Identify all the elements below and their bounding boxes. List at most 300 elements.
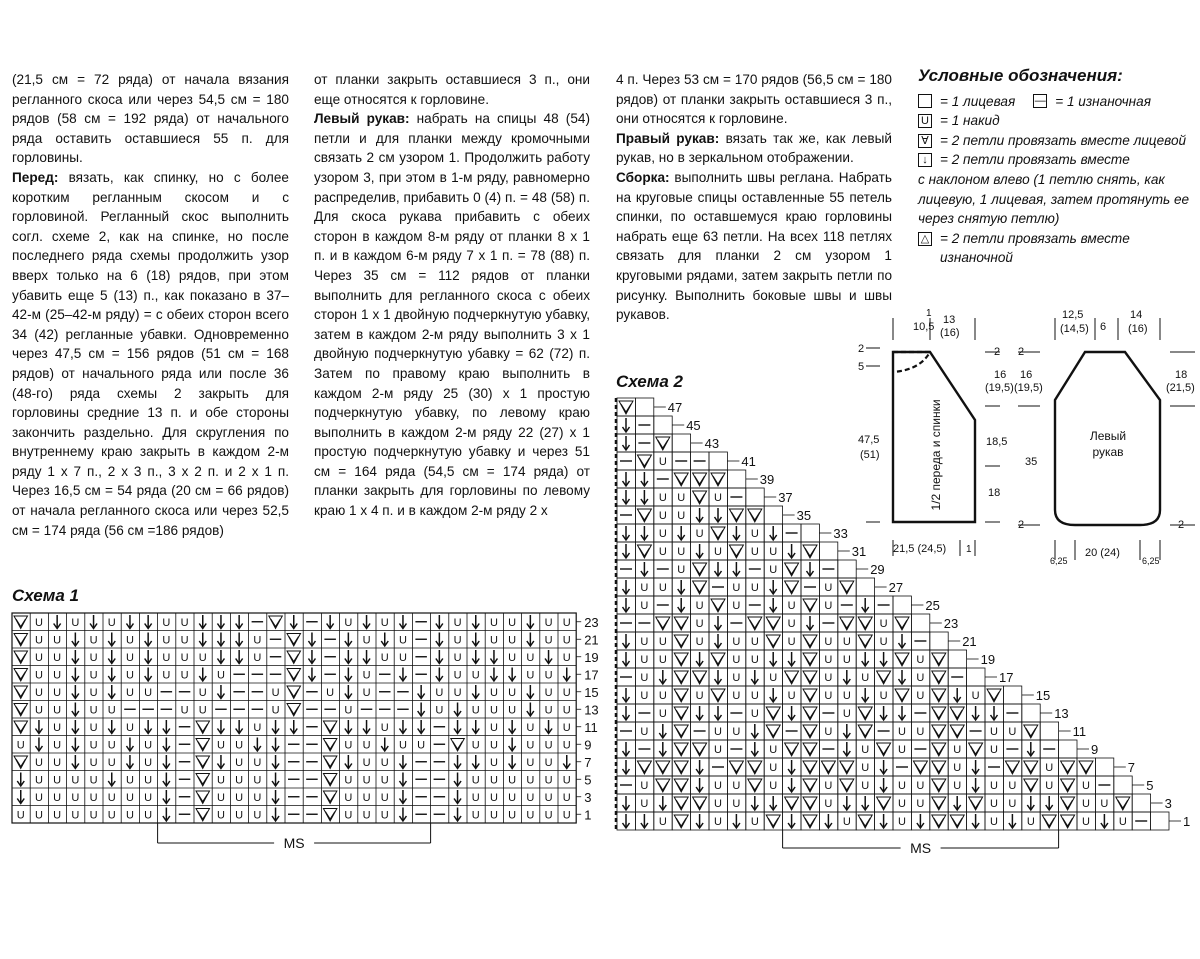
- k2tog-symbol: [895, 653, 909, 666]
- yarn-over-symbol: U: [89, 809, 98, 822]
- k2tog-symbol: [803, 725, 817, 738]
- yarn-over-symbol: U: [489, 686, 498, 699]
- yarn-over-symbol: U: [1082, 816, 1090, 828]
- k2tog-symbol: [785, 743, 799, 756]
- yarn-over-symbol: U: [34, 686, 43, 699]
- yarn-over-symbol: U: [180, 616, 189, 629]
- scheme1-title: Схема 1: [12, 586, 79, 605]
- yarn-over-symbol: U: [769, 672, 778, 684]
- yarn-over-symbol: U: [971, 690, 980, 702]
- row-number-label: 13: [1054, 706, 1069, 721]
- k2tog-symbol: [950, 707, 964, 720]
- yarn-over-symbol: U: [526, 651, 535, 664]
- yarn-over-symbol: U: [508, 616, 517, 629]
- yarn-over-symbol: U: [508, 686, 517, 699]
- yarn-over-symbol: U: [125, 686, 134, 699]
- k2tog-symbol: [1024, 779, 1038, 792]
- u-square-icon: U: [918, 114, 932, 128]
- dim-label: (14,5): [1060, 323, 1089, 335]
- yarn-over-symbol: U: [144, 686, 153, 699]
- yarn-over-symbol: U: [53, 739, 62, 752]
- yarn-over-symbol: U: [990, 744, 998, 756]
- k2tog-symbol: [674, 779, 688, 792]
- yarn-over-symbol: U: [107, 739, 116, 752]
- row-number-label: 37: [778, 490, 793, 505]
- k2tog-symbol: [287, 634, 301, 647]
- yarn-over-symbol: U: [732, 672, 741, 684]
- yarn-over-symbol: U: [71, 616, 80, 629]
- k2tog-symbol: [14, 616, 28, 629]
- dim-label: 18: [1175, 369, 1188, 381]
- yarn-over-symbol: U: [695, 690, 704, 702]
- dim-label: 1: [926, 308, 932, 319]
- dim-label: 6: [1100, 321, 1107, 333]
- row-number-label: 1: [1183, 814, 1191, 829]
- yarn-over-symbol: U: [471, 791, 480, 804]
- k2tog-symbol: [196, 756, 210, 769]
- yarn-over-symbol: U: [71, 791, 80, 804]
- yarn-over-symbol: U: [362, 686, 371, 699]
- yarn-over-symbol: U: [990, 780, 998, 792]
- yarn-over-symbol: U: [53, 704, 62, 717]
- paragraph: (21,5 см = 72 ряда) от начала вязания регланного скоса или через 54,5 см = 180 рядов (58 см = 192 ряда) от начального ряда оставить оставшиеся 55 п. для горловины.: [12, 72, 289, 166]
- yarn-over-symbol: U: [16, 809, 25, 822]
- yarn-over-symbol: U: [471, 774, 480, 787]
- k2tog-symbol: [932, 707, 946, 720]
- legend-item: = 2 петли провязать вместе: [940, 152, 1130, 168]
- yarn-over-symbol: U: [107, 756, 116, 769]
- yarn-over-symbol: U: [162, 669, 171, 682]
- yarn-over-symbol: U: [640, 654, 649, 666]
- k2tog-symbol: [877, 797, 891, 810]
- scheme2-cell: [1114, 776, 1132, 794]
- yarn-over-symbol: U: [824, 726, 833, 738]
- dim-label: 20 (24): [1085, 547, 1120, 559]
- yarn-over-symbol: U: [732, 780, 741, 792]
- yarn-over-symbol: U: [562, 809, 571, 822]
- yarn-over-symbol: U: [471, 669, 480, 682]
- k2tog-symbol: [637, 509, 651, 522]
- k2tog-symbol: [196, 774, 210, 787]
- yarn-over-symbol: U: [640, 726, 649, 738]
- yarn-over-symbol: U: [362, 791, 371, 804]
- yarn-over-symbol: U: [824, 798, 833, 810]
- yarn-over-symbol: U: [526, 756, 535, 769]
- yarn-over-symbol: U: [489, 616, 498, 629]
- yarn-over-symbol: U: [453, 634, 462, 647]
- yarn-over-symbol: U: [344, 616, 353, 629]
- k2tog-symbol: [674, 797, 688, 810]
- body-label: 1/2 переда и спинки: [929, 399, 943, 511]
- k2tog-symbol: [1042, 815, 1056, 828]
- yarn-over-symbol: U: [508, 704, 517, 717]
- dim-label: 2: [1018, 346, 1025, 358]
- k2tog-symbol: [637, 761, 651, 774]
- dim-label: (21,5): [1166, 382, 1195, 394]
- yarn-over-symbol: U: [380, 756, 389, 769]
- yarn-over-symbol: U: [879, 690, 888, 702]
- row-number-label: 5: [1146, 778, 1154, 793]
- k2tog-symbol: [674, 743, 688, 756]
- yarn-over-symbol: U: [107, 791, 116, 804]
- scheme2-cell: [967, 668, 985, 686]
- row-number-label: 43: [704, 436, 720, 451]
- yarn-over-symbol: U: [89, 651, 98, 664]
- row-number-label: 15: [1035, 688, 1051, 703]
- yarn-over-symbol: U: [489, 809, 498, 822]
- k2tog-symbol: [1061, 797, 1075, 810]
- k2tog-symbol: [711, 473, 725, 486]
- k2tog-symbol: [932, 689, 946, 702]
- yarn-over-symbol: U: [544, 739, 553, 752]
- yarn-over-symbol: U: [1008, 798, 1017, 810]
- yarn-over-symbol: U: [89, 686, 98, 699]
- paragraph: Правый рукав: вязать так же, как левый рукав, но в зеркальном отображении.: [616, 130, 892, 166]
- sleeve-label: Левый: [1089, 429, 1127, 443]
- scheme2-cell: [764, 506, 782, 524]
- yarn-over-symbol: U: [489, 704, 498, 717]
- yarn-over-symbol: U: [750, 816, 759, 828]
- yarn-over-symbol: U: [916, 780, 925, 792]
- dim-label: 12,5: [1062, 309, 1084, 321]
- k2tog-symbol: [1024, 761, 1038, 774]
- yarn-over-symbol: U: [53, 791, 62, 804]
- dim-label: 16: [994, 369, 1007, 381]
- yarn-over-symbol: U: [750, 528, 759, 540]
- row-number-label: 7: [584, 754, 592, 770]
- yarn-over-symbol: U: [453, 686, 462, 699]
- yarn-over-symbol: U: [144, 739, 153, 752]
- yarn-over-symbol: U: [216, 791, 225, 804]
- yarn-over-symbol: U: [787, 636, 796, 648]
- yarn-over-symbol: U: [380, 721, 389, 734]
- k2tog-symbol: [766, 815, 780, 828]
- dim-label: 1: [966, 544, 972, 555]
- scheme2-cell: [856, 578, 874, 596]
- yarn-over-symbol: U: [526, 739, 535, 752]
- yarn-over-symbol: U: [53, 809, 62, 822]
- row-number-label: 23: [943, 616, 959, 631]
- yarn-over-symbol: U: [544, 704, 553, 717]
- dim-label: 35: [1025, 456, 1038, 468]
- k2tog-symbol: [287, 686, 301, 699]
- dim-label: 5: [858, 361, 865, 373]
- yarn-over-symbol: U: [544, 774, 553, 787]
- legend-item: = 1 накид: [940, 113, 1000, 129]
- yarn-over-symbol: U: [658, 528, 667, 540]
- k2tog-symbol: [803, 761, 817, 774]
- yarn-over-symbol: U: [658, 546, 667, 558]
- k2tog-symbol: [674, 725, 688, 738]
- k2tog-symbol: [785, 797, 799, 810]
- ms-label: MS: [910, 840, 932, 856]
- yarn-over-symbol: U: [398, 739, 407, 752]
- k2tog-symbol: [932, 653, 946, 666]
- yarn-over-symbol: U: [271, 686, 280, 699]
- yarn-over-symbol: U: [824, 672, 833, 684]
- yarn-over-symbol: U: [787, 618, 796, 630]
- yarn-over-symbol: U: [714, 780, 722, 792]
- yarn-over-symbol: U: [658, 636, 667, 648]
- row-number-label: 11: [584, 719, 598, 735]
- yarn-over-symbol: U: [198, 651, 207, 664]
- yarn-over-symbol: U: [125, 791, 134, 804]
- row-number-label: 9: [1091, 742, 1099, 757]
- dim-label: (19,5): [1014, 382, 1043, 394]
- yarn-over-symbol: U: [714, 546, 722, 558]
- yarn-over-symbol: U: [89, 704, 98, 717]
- k2tog-symbol: [895, 689, 909, 702]
- yarn-over-symbol: U: [750, 582, 759, 594]
- yarn-over-symbol: U: [750, 654, 759, 666]
- yarn-over-symbol: U: [235, 809, 244, 822]
- k2tog-symbol: [877, 743, 891, 756]
- yarn-over-symbol: U: [344, 739, 353, 752]
- yarn-over-symbol: U: [253, 756, 262, 769]
- yarn-over-symbol: U: [953, 744, 962, 756]
- yarn-over-symbol: U: [144, 791, 153, 804]
- row-number-label: 3: [584, 789, 592, 805]
- yarn-over-symbol: U: [362, 669, 371, 682]
- k2tog-symbol: [693, 491, 707, 504]
- row-number-label: 45: [686, 418, 701, 433]
- k2tog-symbol: [932, 671, 946, 684]
- k2tog-square-icon: ∀: [918, 134, 932, 148]
- yarn-over-symbol: U: [658, 816, 667, 828]
- yarn-over-symbol: U: [658, 654, 667, 666]
- k2tog-symbol: [693, 581, 707, 594]
- yarn-over-symbol: U: [125, 774, 134, 787]
- yarn-over-symbol: U: [562, 739, 571, 752]
- k2tog-symbol: [196, 809, 210, 822]
- yarn-over-symbol: U: [842, 654, 851, 666]
- yarn-over-symbol: U: [344, 791, 353, 804]
- yarn-over-symbol: U: [34, 774, 43, 787]
- yarn-over-symbol: U: [544, 686, 553, 699]
- yarn-over-symbol: U: [732, 726, 741, 738]
- yarn-over-symbol: U: [344, 809, 353, 822]
- yarn-over-symbol: U: [34, 756, 43, 769]
- k2tog-symbol: [840, 761, 854, 774]
- yarn-over-symbol: U: [640, 672, 649, 684]
- yarn-over-symbol: U: [1045, 762, 1054, 774]
- k2tog-symbol: [932, 797, 946, 810]
- yarn-over-symbol: U: [640, 780, 649, 792]
- k2tog-symbol: [1024, 725, 1038, 738]
- k2tog-symbol: [674, 689, 688, 702]
- yarn-over-symbol: U: [362, 756, 371, 769]
- yarn-over-symbol: U: [216, 809, 225, 822]
- yarn-over-symbol: U: [71, 774, 80, 787]
- yarn-over-symbol: U: [916, 726, 925, 738]
- k2tog-symbol: [1079, 761, 1093, 774]
- yarn-over-symbol: U: [562, 616, 571, 629]
- yarn-over-symbol: U: [526, 721, 535, 734]
- yarn-over-symbol: U: [769, 762, 778, 774]
- k2tog-symbol: [323, 721, 337, 734]
- k2tog-symbol: [766, 725, 780, 738]
- yarn-over-symbol: U: [526, 809, 535, 822]
- scheme2-cell: [672, 434, 690, 452]
- yarn-over-symbol: U: [89, 756, 98, 769]
- yarn-over-symbol: U: [640, 636, 649, 648]
- scheme2-cell: [930, 632, 948, 650]
- dim-label: 2: [858, 343, 865, 355]
- yarn-over-symbol: U: [695, 618, 704, 630]
- yarn-over-symbol: U: [544, 634, 553, 647]
- yarn-over-symbol: U: [714, 744, 722, 756]
- k2tog-symbol: [323, 791, 337, 804]
- yarn-over-symbol: U: [89, 774, 98, 787]
- dim-label: 2: [1178, 519, 1185, 531]
- yarn-over-symbol: U: [526, 791, 535, 804]
- yarn-over-symbol: U: [640, 798, 649, 810]
- k2tog-symbol: [1061, 779, 1075, 792]
- yarn-over-symbol: U: [824, 780, 833, 792]
- k2tog-symbol: [196, 739, 210, 752]
- scheme2-cell: [1132, 794, 1150, 812]
- k2tog-symbol: [674, 707, 688, 720]
- yarn-over-symbol: U: [658, 456, 667, 468]
- row-number-label: 25: [925, 598, 940, 613]
- row-number-label: 19: [980, 652, 996, 667]
- neckline-dashed: [893, 352, 930, 372]
- k2tog-symbol: [840, 779, 854, 792]
- yarn-over-symbol: U: [34, 704, 43, 717]
- yarn-over-symbol: U: [417, 739, 426, 752]
- yarn-over-symbol: U: [787, 600, 796, 612]
- k2tog-symbol: [729, 761, 743, 774]
- yarn-over-symbol: U: [750, 690, 759, 702]
- yarn-over-symbol: U: [916, 690, 925, 702]
- yarn-over-symbol: U: [380, 809, 389, 822]
- yarn-over-symbol: U: [144, 809, 153, 822]
- k2tog-symbol: [803, 797, 817, 810]
- row-number-label: 31: [851, 544, 867, 559]
- k2tog-symbol: [969, 743, 983, 756]
- row-number-label: 41: [741, 454, 756, 469]
- k2tog-symbol: [674, 761, 688, 774]
- k2tog-symbol: [656, 437, 670, 450]
- scheme2-cell: [1022, 704, 1040, 722]
- dim-label: (16): [1128, 323, 1148, 335]
- row-number-label: 47: [667, 400, 683, 415]
- yarn-over-symbol: U: [562, 686, 571, 699]
- scheme2-cell: [819, 542, 837, 560]
- yarn-over-symbol: U: [732, 690, 741, 702]
- yarn-over-symbol: U: [489, 634, 498, 647]
- scheme2-cell: [727, 470, 745, 488]
- yarn-over-symbol: U: [435, 686, 444, 699]
- yarn-over-symbol: U: [489, 791, 498, 804]
- yarn-over-symbol: U: [34, 669, 43, 682]
- legend-item: = 2 петли провязать вместе изнаночной: [940, 230, 1130, 266]
- yarn-over-symbol: U: [125, 651, 134, 664]
- k2tog-symbol: [711, 653, 725, 666]
- row-number-label: 27: [888, 580, 904, 595]
- scheme2-cell: [1095, 758, 1113, 776]
- yarn-over-symbol: U: [253, 651, 262, 664]
- yarn-over-symbol: U: [53, 756, 62, 769]
- yarn-over-symbol: U: [125, 669, 134, 682]
- row-number-label: 21: [584, 632, 599, 648]
- yarn-over-symbol: U: [89, 669, 98, 682]
- yarn-over-symbol: U: [271, 704, 280, 717]
- yarn-over-symbol: U: [898, 816, 906, 828]
- k2tog-symbol: [674, 653, 688, 666]
- yarn-over-symbol: U: [34, 791, 43, 804]
- yarn-over-symbol: U: [107, 704, 116, 717]
- k2tog-symbol: [748, 761, 762, 774]
- paragraph: от планки закрыть оставшиеся 3 п., они еще относятся к горловине.: [314, 72, 590, 107]
- row-number-label: 17: [584, 667, 599, 683]
- scheme2-cell: [911, 614, 929, 632]
- yarn-over-symbol: U: [898, 726, 906, 738]
- k2tog-symbol: [766, 617, 780, 630]
- yarn-over-symbol: U: [53, 669, 62, 682]
- yarn-over-symbol: U: [990, 798, 998, 810]
- k2tog-symbol: [803, 707, 817, 720]
- paragraph: Левый рукав: набрать на спицы 48 (54) петли и для планки между кромочными связать 2 см узором 1. Продолжить работу узором 3, при этом в 1-м ряду, равномерно распределив, прибавить 0 (4) п. = 48 (58) п. Для скоса рукава прибавить с обеих сторон в каждом 8-м ряду от планки 8 х 1 п. и в каждом 6-м ряду 7 х 1 п. = 78 (88) п. Через 35 см = 112 рядов от планки выполнить для регланного скоса с обеих сторон 1 х 1 двойную подчеркнутую убавку, затем в каждом 2-м ряду выполнить 3 х 1 двойную подчеркнутую убавку = 62 (72) п. Затем по правому краю выполнить в каждом 2-м ряду 25 (30) х 1 простую подчеркнутую убавку, по левому краю выполнить в каждом 2-м ряду 22 (27) х 1 простую подчеркнутую убавку и через 51 см = 164 ряда (54,5 см = 174 ряда) от планки закрыть для горловины по левому краю 1 х 4 п. и в каждом 2-м ряду 2 х: [314, 111, 590, 519]
- yarn-over-symbol: U: [714, 492, 722, 504]
- yarn-over-symbol: U: [695, 600, 704, 612]
- yarn-over-symbol: U: [916, 654, 925, 666]
- row-number-label: 35: [796, 508, 812, 523]
- yarn-over-symbol: U: [162, 634, 171, 647]
- yarn-over-symbol: U: [544, 809, 553, 822]
- k2tog-symbol: [748, 779, 762, 792]
- k2tog-symbol: [1116, 797, 1130, 810]
- yarn-over-symbol: U: [253, 809, 262, 822]
- k2tog-symbol: [785, 581, 799, 594]
- dim-label: 6,25: [1142, 556, 1160, 566]
- yarn-over-symbol: U: [344, 704, 353, 717]
- yarn-over-symbol: U: [1082, 798, 1090, 810]
- yarn-over-symbol: U: [398, 651, 407, 664]
- yarn-over-symbol: U: [235, 791, 244, 804]
- k2tog-symbol: [766, 707, 780, 720]
- yarn-over-symbol: U: [787, 690, 796, 702]
- yarn-over-symbol: U: [362, 774, 371, 787]
- yarn-over-symbol: U: [53, 774, 62, 787]
- p2tog-square-icon: △: [918, 232, 932, 246]
- yarn-over-symbol: U: [89, 634, 98, 647]
- k2tog-symbol: [987, 689, 1001, 702]
- yarn-over-symbol: U: [198, 686, 207, 699]
- yarn-over-symbol: U: [861, 762, 870, 774]
- k2tog-symbol: [803, 635, 817, 648]
- yarn-over-symbol: U: [180, 704, 189, 717]
- yarn-over-symbol: U: [990, 816, 998, 828]
- yarn-over-symbol: U: [898, 780, 906, 792]
- yarn-over-symbol: U: [162, 651, 171, 664]
- yarn-over-symbol: U: [89, 721, 98, 734]
- yarn-over-symbol: U: [544, 669, 553, 682]
- yarn-over-symbol: U: [898, 744, 906, 756]
- yarn-over-symbol: U: [180, 669, 189, 682]
- yarn-over-symbol: U: [89, 791, 98, 804]
- yarn-over-symbol: U: [508, 634, 517, 647]
- k2tog-symbol: [693, 797, 707, 810]
- yarn-over-symbol: U: [216, 774, 225, 787]
- k2tog-symbol: [803, 545, 817, 558]
- yarn-over-symbol: U: [544, 791, 553, 804]
- k2tog-symbol: [693, 743, 707, 756]
- k2tog-symbol: [969, 797, 983, 810]
- row-number-label: 15: [584, 684, 599, 700]
- paragraph-heading: Левый рукав:: [314, 111, 410, 127]
- yarn-over-symbol: U: [562, 774, 571, 787]
